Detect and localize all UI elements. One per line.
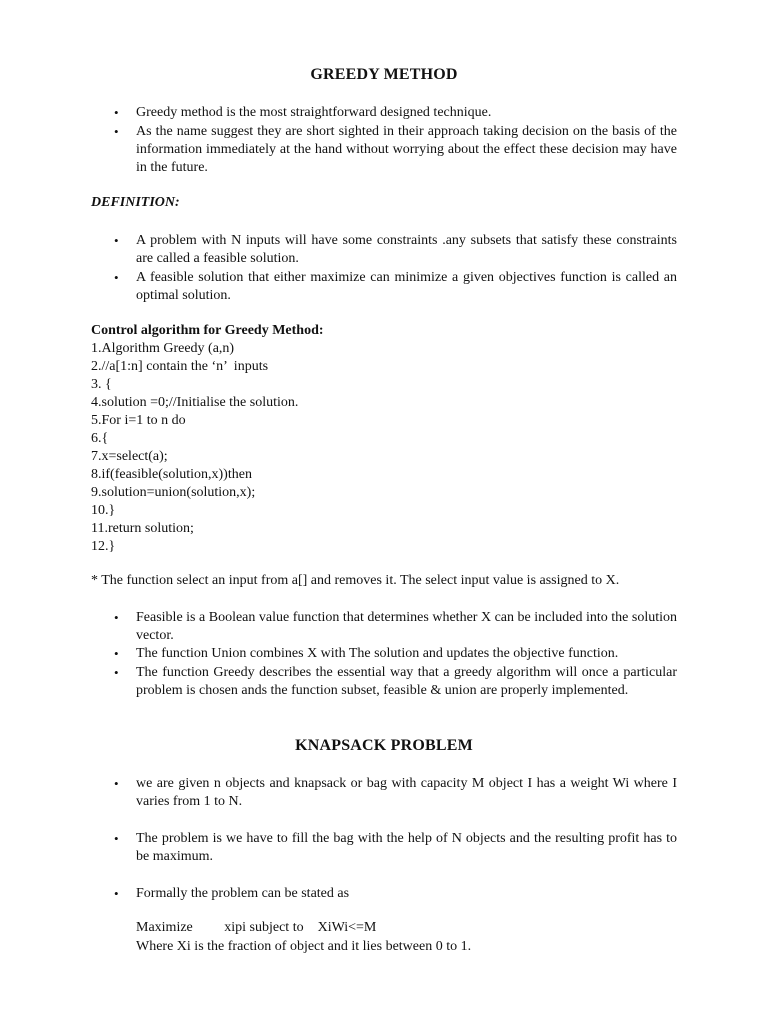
bullet-icon: • [114,886,119,901]
page-title: GREEDY METHOD [310,66,458,83]
algorithm-line: 8.if(feasible(solution,x))then [91,467,252,482]
function-bullet-text: The function Union combines X with The solution and updates the objective function. [136,646,619,661]
knapsack-title: KNAPSACK PROBLEM [295,737,473,754]
algorithm-line: 12.} [91,539,116,554]
algorithm-line: 1.Algorithm Greedy (a,n) [91,341,235,356]
definition-heading: DEFINITION: [91,195,180,210]
algorithm-line: 7.x=select(a); [91,449,168,464]
bullet-icon: • [114,610,119,625]
bullet-icon: • [114,776,119,791]
definition-bullet-text: A feasible solution that either maximize can minimize a given objectives function is called an optimal solution. [136,270,677,303]
definition-bullet-text: A problem with N inputs will have some constraints .any subsets that satisfy these constraints are called a feasible solution. [136,233,677,266]
intro-bullet-text: As the name suggest they are short sighted in their approach taking decision on the basis of the information immediately at the hand without worrying about the effect these decision may have in the future. [136,124,677,175]
algorithm-line: 5.For i=1 to n do [91,413,186,428]
bullet-icon: • [114,105,119,120]
function-bullet-text: Feasible is a Boolean value function that determines whether X can be included into the solution vector. [136,610,677,643]
knapsack-bullet-text: The problem is we have to fill the bag with the help of N objects and the resulting profit has to be maximum. [136,831,677,864]
knapsack-bullet-text: Formally the problem can be stated as [136,886,350,901]
formula-line: Maximize xipi subject to XiWi<=M [136,920,377,935]
knapsack-bullet-text: we are given n objects and knapsack or bag with capacity M object I has a weight Wi where I varies from 1 to N. [136,776,677,809]
algorithm-line: 6.{ [91,431,109,446]
formula-note: Where Xi is the fraction of object and it lies between 0 to 1. [136,939,472,954]
bullet-icon: • [114,124,119,139]
bullet-icon: • [114,233,119,248]
bullet-icon: • [114,646,119,661]
intro-bullet-text: Greedy method is the most straightforward designed technique. [136,105,492,120]
note-text: * The function select an input from a[] and removes it. The select input value is assigned to X. [91,573,620,588]
bullet-icon: • [114,831,119,846]
algorithm-line: 9.solution=union(solution,x); [91,485,256,500]
algorithm-line: 3. { [91,377,112,392]
algorithm-line: 2.//a[1:n] contain the ‘n’ inputs [91,359,269,374]
bullet-icon: • [114,270,119,285]
function-bullet-text: The function Greedy describes the essential way that a greedy algorithm will once a particular problem is chosen ands the function subset, feasible & union are properly implemented. [136,665,677,698]
algorithm-line: 10.} [91,503,116,518]
control-algorithm-heading: Control algorithm for Greedy Method: [91,323,324,338]
bullet-icon: • [114,665,119,680]
algorithm-line: 4.solution =0;//Initialise the solution. [91,395,299,410]
algorithm-line: 11.return solution; [91,521,194,536]
